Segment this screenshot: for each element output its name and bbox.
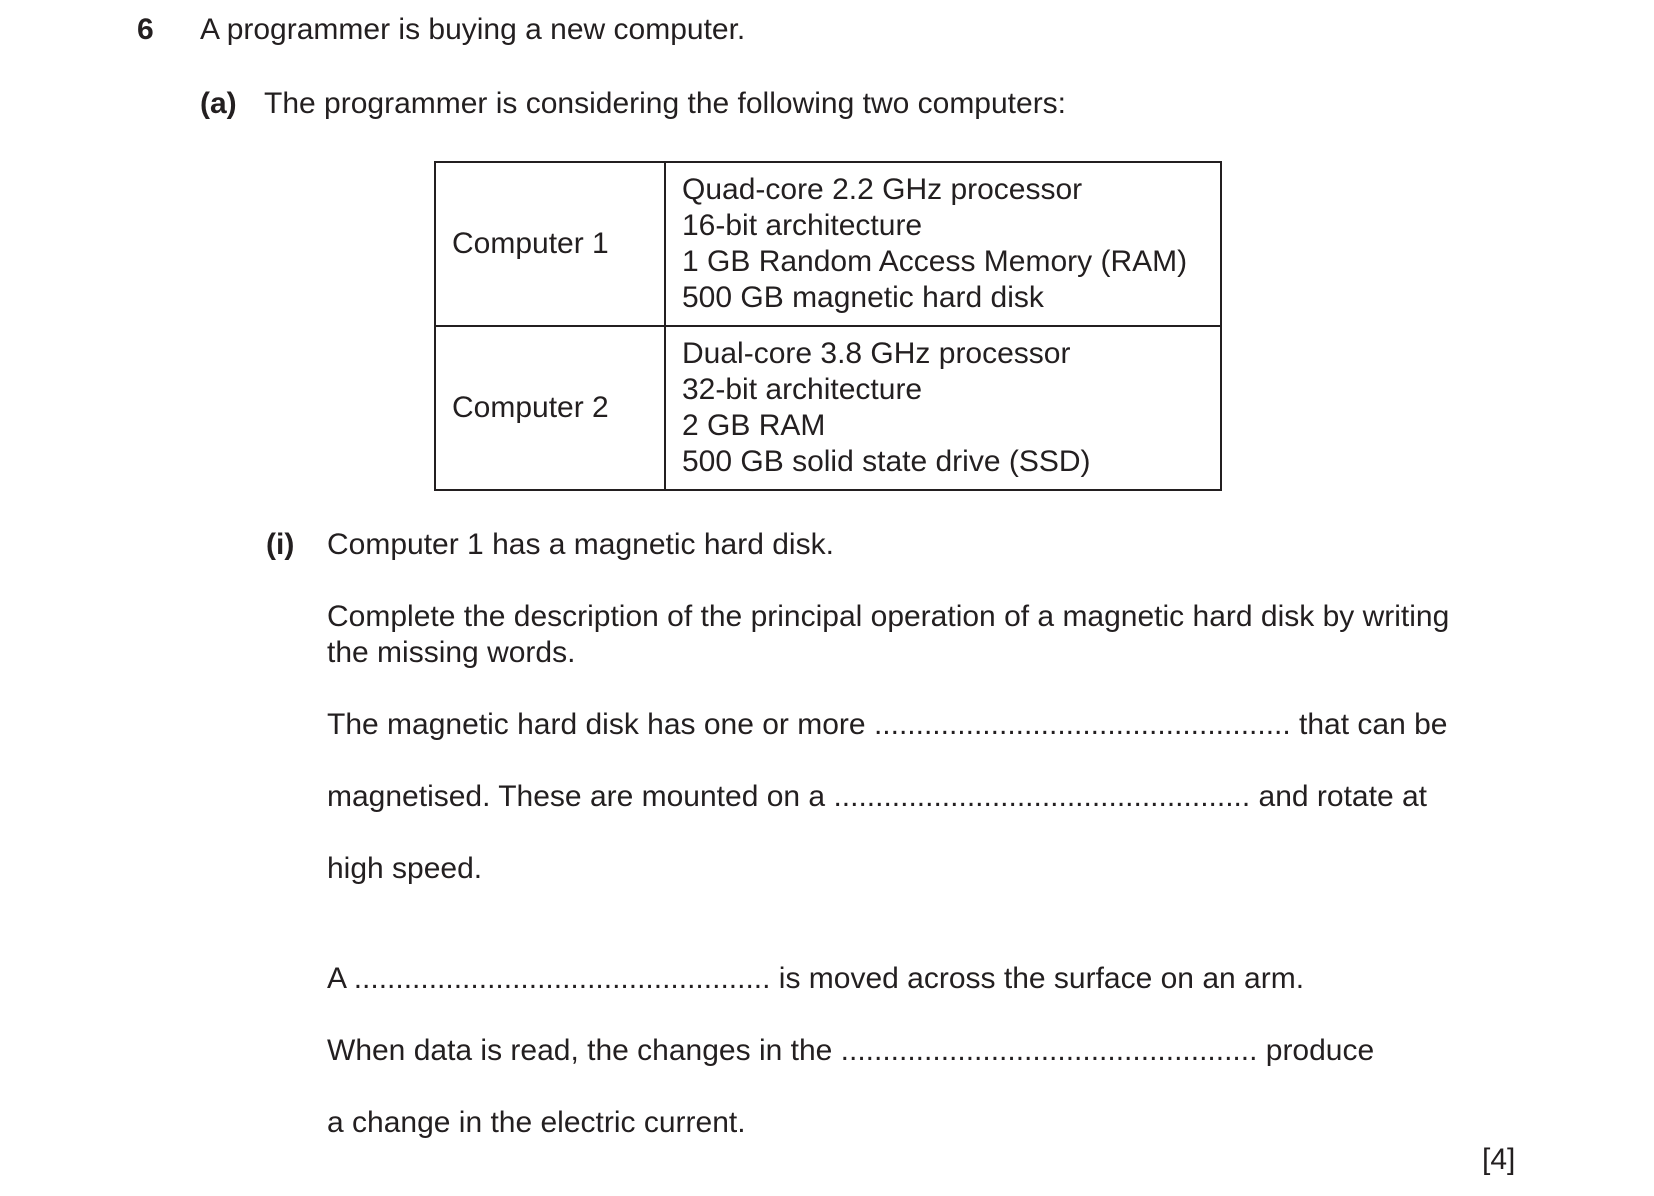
sentence-text: high speed.	[327, 852, 483, 885]
question-stem: A programmer is buying a new computer.	[200, 13, 746, 46]
marks-allocation: [4]	[1482, 1143, 1516, 1176]
computer-name-cell	[435, 162, 665, 326]
computer-specs-cell	[665, 326, 1221, 490]
spec-line: 2 GB RAM	[682, 409, 826, 442]
table-row	[435, 162, 1221, 326]
question-number: 6	[137, 13, 154, 46]
sentence-text: is moved across the surface on an arm.	[770, 962, 1305, 995]
sentence-text: The magnetic hard disk has one or more	[327, 708, 874, 741]
instruction-text: the missing words.	[327, 636, 576, 669]
sentence-text: produce	[1257, 1034, 1375, 1067]
answer-blank[interactable]: ..................................................	[873, 708, 1291, 741]
table-row	[435, 326, 1221, 490]
answer-blank[interactable]: ..................................................	[353, 962, 771, 995]
sentence-line	[327, 779, 1427, 815]
part-i-stem: Computer 1 has a magnetic hard disk.	[327, 528, 834, 561]
part-a-label: (a)	[200, 87, 237, 120]
part-a-stem: The programmer is considering the following two computers:	[264, 87, 1067, 120]
part-i-label: (i)	[266, 528, 295, 561]
spec-line: 1 GB Random Access Memory (RAM)	[682, 245, 1188, 278]
spec-line: 16-bit architecture	[682, 209, 923, 242]
computer-spec-table	[434, 161, 1222, 491]
sentence-line	[327, 851, 482, 887]
sentence-line	[327, 1033, 1374, 1069]
spec-line: 500 GB magnetic hard disk	[682, 281, 1044, 314]
spec-line: Dual-core 3.8 GHz processor	[682, 337, 1071, 370]
computer-name: Computer 1	[452, 227, 609, 260]
sentence-text: magnetised. These are mounted on a	[327, 780, 834, 813]
sentence-text: a change in the electric current.	[327, 1106, 746, 1139]
computer-specs-cell	[665, 162, 1221, 326]
spec-line: 32-bit architecture	[682, 373, 923, 406]
spec-line: Quad-core 2.2 GHz processor	[682, 173, 1083, 206]
answer-blank[interactable]: ..................................................	[840, 1034, 1258, 1067]
sentence-line	[327, 707, 1448, 743]
sentence-text: and rotate at	[1250, 780, 1427, 813]
sentence-text: A	[327, 962, 354, 995]
sentence-line	[327, 1105, 746, 1141]
sentence-text: When data is read, the changes in the	[327, 1034, 841, 1067]
computer-name-cell	[435, 326, 665, 490]
computer-name: Computer 2	[452, 391, 609, 424]
answer-blank[interactable]: ..................................................	[833, 780, 1251, 813]
sentence-line	[327, 961, 1304, 997]
instruction-text: Complete the description of the principal operation of a magnetic hard disk by writing	[327, 600, 1450, 633]
spec-line: 500 GB solid state drive (SSD)	[682, 445, 1091, 478]
sentence-text: that can be	[1290, 708, 1448, 741]
